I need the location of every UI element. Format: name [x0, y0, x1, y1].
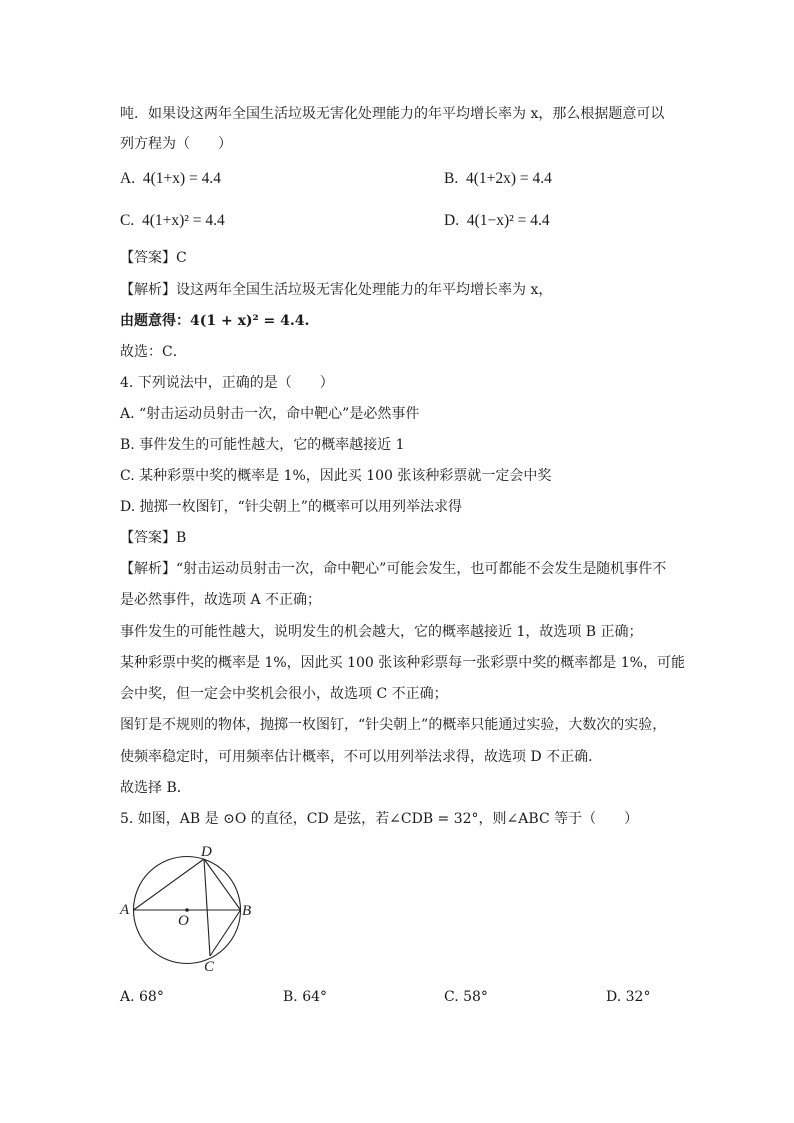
label-d: D — [201, 844, 212, 860]
center-point-o — [185, 908, 189, 912]
q3-stem-line2: 列方程为（ ） — [120, 136, 232, 152]
chord-cb — [210, 910, 241, 956]
circle-geometry-figure — [112, 838, 262, 978]
chord-db — [204, 859, 241, 910]
option-label: A. — [120, 170, 136, 187]
q4-option-c: C. 某种彩票中奖的概率是 1%，因此买 100 张该种彩票就一定会中奖 — [120, 468, 552, 484]
q3-conclusion: 故选：C． — [120, 344, 187, 360]
q3-option-c — [120, 210, 225, 232]
q4-analysis-line4: 某种彩票中奖的概率是 1%，因此买 100 张该种彩票每一张彩票中奖的概率都是 1%，可能 — [120, 655, 685, 671]
q3-answer: 【答案】C — [120, 250, 187, 266]
q5-option-d: D. 32° — [606, 989, 651, 1005]
q4-option-d: D. 抛掷一枚图钉，“针尖朝上”的概率可以用列举法求得 — [120, 499, 462, 515]
q4-analysis-line3: 事件发生的可能性越大，说明发生的机会越大，它的概率越接近 1，故选项 B 正确； — [120, 624, 643, 640]
option-expression: 4(1+2x) = 4.4 — [465, 170, 552, 187]
q4-analysis-line2: 是必然事件，故选项 A 不正确； — [120, 592, 322, 608]
q4-analysis-line7: 使频率稳定时，可用频率估计概率，不可以用列举法求得，故选项 D 不正确． — [120, 749, 603, 765]
q3-stem-line1: 吨．如果设这两年全国生活垃圾无害化处理能力的年平均增长率为 x，那么根据题意可以 — [120, 106, 665, 122]
q3-option-b — [444, 168, 552, 190]
option-label: B. — [444, 170, 459, 187]
q5-option-c: C. 58° — [444, 989, 488, 1005]
q5-stem: 5. 如图，AB 是 ⊙O 的直径，CD 是弦，若∠CDB = 32°，则∠ABC 等于（ ） — [120, 811, 639, 827]
q3-option-d — [444, 210, 550, 232]
label-a: A — [120, 902, 130, 918]
option-expression: 4(1+x)² = 4.4 — [141, 212, 225, 229]
chord-ad — [134, 859, 205, 910]
q3-analysis-line2: 由题意得：4(1 + x)² = 4.4. — [120, 313, 310, 329]
q4-analysis-line1: 【解析】“射击运动员射击一次，命中靶心”可能会发生，也可都能不会发生是随机事件不 — [120, 561, 667, 577]
q4-option-a: A. “射击运动员射击一次，命中靶心”是必然事件 — [120, 406, 420, 422]
q3-option-a — [120, 168, 221, 190]
q5-option-b: B. 64° — [283, 989, 328, 1005]
q4-conclusion: 故选择 B． — [120, 780, 191, 796]
q4-analysis-line5: 会中奖，但一定会中奖机会很小，故选项 C 不正确； — [120, 686, 448, 702]
q4-answer: 【答案】B — [120, 530, 187, 546]
q4-analysis-line6: 图钉是不规则的物体，抛掷一枚图钉，“针尖朝上”的概率只能通过实验，大数次的实验， — [120, 717, 667, 733]
label-b: B — [242, 903, 252, 919]
label-o: O — [178, 913, 189, 929]
option-expression: 4(1+x) = 4.4 — [142, 170, 222, 187]
q4-option-b: B. 事件发生的可能性越大，它的概率越接近 1 — [120, 437, 405, 453]
label-c: C — [204, 959, 215, 975]
q4-stem: 4. 下列说法中，正确的是（ ） — [120, 375, 334, 391]
chord-dc — [204, 859, 210, 956]
option-label: D. — [444, 212, 460, 229]
option-label: C. — [120, 212, 135, 229]
q5-option-a: A. 68° — [120, 989, 164, 1005]
q3-analysis-line1: 【解析】设这两年全国生活垃圾无害化处理能力的年平均增长率为 x， — [120, 282, 553, 298]
option-expression: 4(1−x)² = 4.4 — [466, 212, 550, 229]
